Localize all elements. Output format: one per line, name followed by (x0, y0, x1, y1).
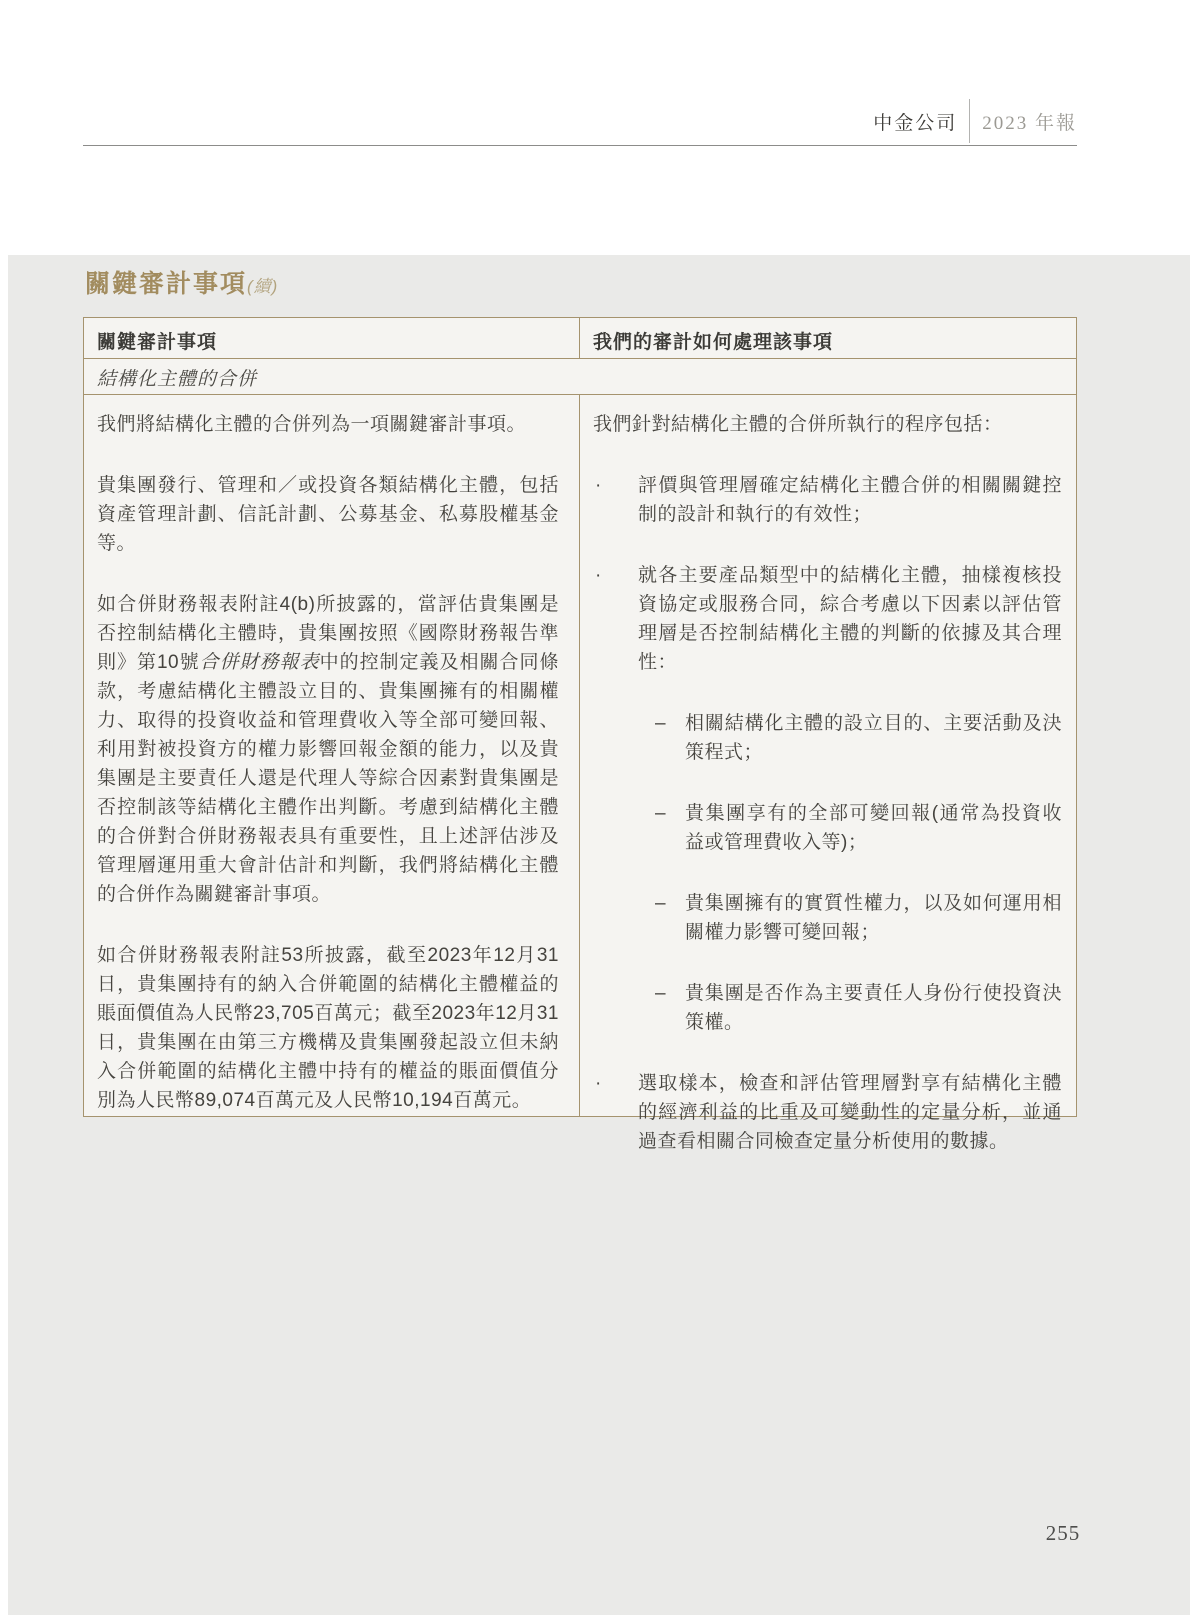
audit-procedure-text: 選取樣本，檢查和評估管理層對享有結構化主體的經濟利益的比重及可變動性的定量分析，並通過查看相關合同檢查定量分析使用的數據。 (638, 1073, 1062, 1152)
table-subheader-row: 結構化主體的合併 (84, 359, 1076, 395)
header-rule (83, 145, 1077, 146)
table-header-how-addressed: 我們的審計如何處理該事項 (593, 332, 834, 353)
table-body-row (84, 395, 1076, 1152)
dash-marker-icon: – (655, 983, 667, 1004)
audit-procedure-subitem (593, 979, 1062, 1037)
audit-procedure-bullet (593, 471, 1062, 529)
page-header (873, 99, 1077, 143)
page-number: 255 (1045, 1521, 1081, 1545)
table-header-key-audit-matter: 關鍵審計事項 (84, 318, 580, 358)
left-paragraph-3-standard-title: 合併財務報表 (199, 652, 320, 673)
right-column-cell (580, 395, 1076, 1152)
left-paragraph-3-after: 中的控制定義及相關合同條款，考慮結構化主體設立目的、貴集團擁有的相關權力、取得的投資收益和管理費收入等全部可變回報、利用對被投資方的權力影響回報金額的能力，以及貴集團是主要責任人還是代理人等綜合因素對貴集團是否控制該等結構化主體作出判斷。考慮到結構化主體的合併對合併財務報表具有重要性，且上述評估涉及管理層運用重大會計估計和判斷，我們將結構化主體的合併作為關鍵審計事項。 (97, 652, 559, 905)
section-title-main: 關鍵審計事項 (85, 270, 248, 298)
section-title (85, 264, 278, 300)
right-intro: 我們針對結構化主體的合併所執行的程序包括： (593, 414, 1003, 435)
bullet-marker-icon: · (595, 565, 602, 586)
bullet-marker-icon: · (595, 475, 602, 496)
audit-procedure-text: 貴集團享有的全部可變回報(通常為投資收益或管理費收入等)； (685, 803, 1062, 853)
audit-procedure-subitem (593, 889, 1062, 947)
report-year-label: 2023 年報 (982, 112, 1077, 134)
audit-procedure-text: 貴集團擁有的實質性權力，以及如何運用相關權力影響可變回報； (685, 893, 1062, 943)
dash-marker-icon: – (655, 803, 667, 824)
audit-procedure-text: 相關結構化主體的設立目的、主要活動及決策程式； (685, 713, 1062, 763)
left-paragraph-4: 如合併財務報表附註53所披露，截至2023年12月31日，貴集團持有的納入合併範圍的結構化主體權益的賬面價值為人民幣23,705百萬元；截至2023年12月31日，貴集團在由第三方機構及貴集團發起設立但未納入合併範圍的結構化主體中持有的權益的賬面價值分別為人民幣89,074百萬元及人民幣10,194百萬元。 (97, 945, 559, 1111)
audit-procedure-bullet (593, 1069, 1062, 1156)
audit-procedure-subitem (593, 709, 1062, 767)
dash-marker-icon: – (655, 893, 667, 914)
audit-procedure-subitem (593, 799, 1062, 857)
dash-marker-icon: – (655, 713, 667, 734)
audit-procedure-text: 貴集團是否作為主要責任人身份行使投資決策權。 (685, 983, 1062, 1033)
section-title-suffix: (續) (247, 277, 279, 296)
audit-procedure-text: 評價與管理層確定結構化主體合併的相關關鍵控制的設計和執行的有效性； (638, 475, 1062, 525)
audit-procedure-bullet (593, 561, 1062, 677)
left-paragraph-1: 我們將結構化主體的合併列為一項關鍵審計事項。 (97, 414, 527, 435)
left-column-cell (84, 395, 580, 1117)
left-paragraph-3 (97, 590, 559, 909)
bullet-marker-icon: · (595, 1073, 602, 1094)
left-paragraph-3-before: 如合併財務報表附註4(b)所披露的，當評估貴集團是否控制結構化主體時，貴集團按照《國際財務報告準則》第10號 (97, 594, 559, 673)
audit-procedure-text: 就各主要產品類型中的結構化主體，抽樣複核投資協定或服務合同，綜合考慮以下因素以評估管理層是否控制結構化主體的判斷的依據及其合理性： (638, 565, 1062, 673)
table-header-row (84, 318, 1076, 359)
left-paragraph-2: 貴集團發行、管理和／或投資各類結構化主體，包括資產管理計劃、信託計劃、公募基金、私募股權基金等。 (97, 475, 559, 554)
key-audit-matters-table (83, 317, 1077, 1152)
company-name: 中金公司 (873, 112, 958, 134)
